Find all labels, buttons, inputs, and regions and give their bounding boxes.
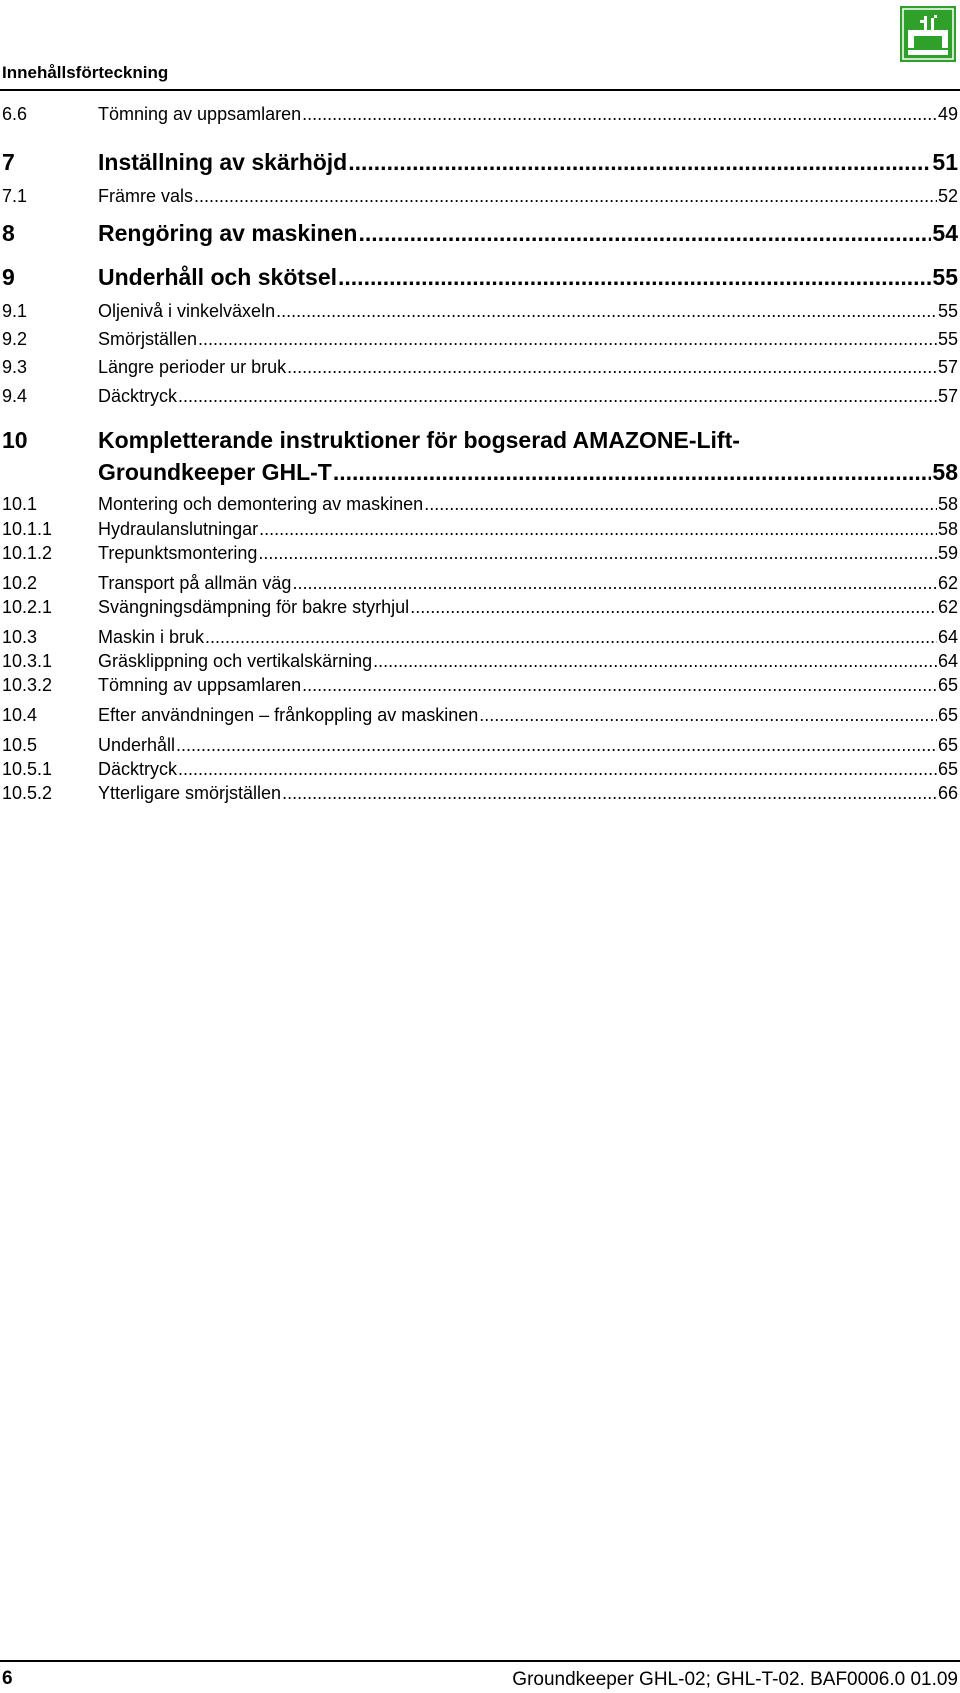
toc-entry-title: Tömning av uppsamlaren — [98, 104, 302, 124]
toc-entry[interactable] — [0, 783, 960, 804]
toc-leader-dots — [178, 759, 937, 780]
toc-entry-number: 10.2.1 — [2, 597, 53, 617]
toc-leader-dots — [338, 264, 931, 291]
toc-entry-line2[interactable] — [0, 459, 960, 486]
toc-entry-number: 10.3 — [2, 627, 38, 647]
toc-entry-number: 10.4 — [2, 705, 38, 725]
toc-leader-dots — [259, 519, 937, 540]
toc-entry-title: Inställning av skärhöjd — [98, 149, 348, 175]
toc-leader-dots — [282, 783, 937, 804]
toc-entry-title: Tömning av uppsamlaren — [98, 675, 302, 695]
footer-divider — [0, 1660, 960, 1662]
toc-entry-title: Montering och demontering av maskinen — [98, 494, 424, 514]
toc-entry-page: 65 — [937, 759, 958, 779]
toc-entry-title-line1: Kompletterande instruktioner för bogserad AMAZONE-Lift- — [98, 427, 740, 453]
toc-entry-number: 9 — [2, 264, 15, 290]
toc-leader-dots — [205, 627, 937, 648]
footer-page-number: 6 — [2, 1668, 13, 1689]
toc-entry-line1[interactable] — [0, 427, 960, 454]
toc-entry-page: 58 — [937, 494, 958, 514]
toc-entry[interactable] — [0, 329, 960, 350]
toc-leader-dots — [333, 459, 932, 486]
toc-entry[interactable] — [0, 705, 960, 726]
toc-leader-dots — [198, 329, 937, 350]
toc-leader-dots — [292, 573, 937, 594]
toc-entry[interactable] — [0, 651, 960, 672]
header-divider — [0, 89, 960, 91]
toc-entry-number: 10.5 — [2, 735, 38, 755]
toc-entry-page: 64 — [937, 651, 958, 671]
toc-leader-dots — [410, 597, 937, 618]
toc-entry-title: Smörjställen — [98, 329, 198, 349]
toc-entry-page: 59 — [937, 543, 958, 563]
toc-leader-dots — [276, 301, 937, 322]
toc-entry-number: 10.2 — [2, 573, 38, 593]
toc-entry-number: 9.1 — [2, 301, 28, 321]
toc-leader-dots — [178, 386, 937, 407]
toc-entry[interactable] — [0, 597, 960, 618]
toc-entry-page: 62 — [937, 597, 958, 617]
toc-entry-page: 65 — [937, 705, 958, 725]
toc-entry-title: Underhåll och skötsel — [98, 264, 338, 290]
toc-entry-page: 55 — [932, 264, 958, 290]
toc-entry-title: Svängningsdämpning för bakre styrhjul — [98, 597, 410, 617]
toc-leader-dots — [302, 675, 937, 696]
toc-entry-title: Rengöring av maskinen — [98, 220, 358, 246]
toc-entry[interactable] — [0, 186, 960, 207]
toc-entry[interactable] — [0, 759, 960, 780]
toc-entry-number: 7.1 — [2, 186, 28, 206]
toc-entry-page: 66 — [937, 783, 958, 803]
toc-entry-number: 10.3.2 — [2, 675, 53, 695]
toc-entry-title: Transport på allmän väg — [98, 573, 292, 593]
page-header-title: Innehållsförteckning — [2, 63, 169, 82]
toc-entry[interactable] — [0, 735, 960, 756]
toc-entry[interactable] — [0, 104, 960, 125]
toc-entry-page: 49 — [937, 104, 958, 124]
toc-entry-page: 64 — [937, 627, 958, 647]
toc-entry-page: 58 — [932, 459, 958, 485]
toc-entry-number: 10.1.2 — [2, 543, 53, 563]
toc-entry-number: 9.4 — [2, 386, 28, 406]
toc-entry-number: 10 — [2, 427, 28, 453]
toc-entry[interactable] — [0, 627, 960, 648]
toc-entry[interactable] — [0, 301, 960, 322]
toc-entry[interactable] — [0, 264, 960, 291]
toc-entry-title: Gräsklippning och vertikalskärning — [98, 651, 373, 671]
toc-entry-title: Groundkeeper GHL-T — [98, 459, 332, 485]
toc-entry-number: 10.1 — [2, 494, 38, 514]
toc-entry[interactable] — [0, 519, 960, 540]
toc-entry-page: 55 — [937, 301, 958, 321]
toc-entry-page: 57 — [937, 386, 958, 406]
toc-entry-title: Trepunktsmontering — [98, 543, 258, 563]
toc-entry-title: Oljenivå i vinkelväxeln — [98, 301, 276, 321]
toc-entry[interactable] — [0, 386, 960, 407]
toc-entry[interactable] — [0, 357, 960, 378]
toc-entry-page: 65 — [937, 675, 958, 695]
toc-leader-dots — [302, 104, 937, 125]
toc-entry-page: 57 — [937, 357, 958, 377]
toc-leader-dots — [258, 543, 937, 564]
toc-entry-number: 10.5.1 — [2, 759, 53, 779]
toc-leader-dots — [287, 357, 937, 378]
toc-leader-dots — [373, 651, 937, 672]
toc-entry-page: 58 — [937, 519, 958, 539]
toc-entry-title: Hydraulanslutningar — [98, 519, 259, 539]
toc-entry[interactable] — [0, 149, 960, 176]
toc-leader-dots — [348, 149, 931, 176]
toc-entry-number: 7 — [2, 149, 15, 175]
toc-entry-page: 62 — [937, 573, 958, 593]
toc-entry-title: Främre vals — [98, 186, 194, 206]
amazone-logo-icon — [900, 6, 956, 62]
toc-entry-page: 51 — [932, 149, 958, 175]
toc-entry-page: 55 — [937, 329, 958, 349]
toc-entry-page: 54 — [932, 220, 958, 246]
toc-entry-number: 6.6 — [2, 104, 28, 124]
toc-leader-dots — [176, 735, 937, 756]
toc-entry-title: Längre perioder ur bruk — [98, 357, 287, 377]
toc-entry-number: 9.3 — [2, 357, 28, 377]
toc-entry[interactable] — [0, 494, 960, 515]
toc-entry[interactable] — [0, 220, 960, 247]
toc-entry-title: Maskin i bruk — [98, 627, 205, 647]
toc-entry[interactable] — [0, 573, 960, 594]
toc-entry-number: 9.2 — [2, 329, 28, 349]
toc-leader-dots — [424, 494, 937, 515]
toc-entry-page: 65 — [937, 735, 958, 755]
toc-entry-title: Efter användningen – frånkoppling av maskinen — [98, 705, 479, 725]
toc-leader-dots — [358, 220, 931, 247]
toc-entry-title: Ytterligare smörjställen — [98, 783, 282, 803]
toc-entry-number: 10.5.2 — [2, 783, 53, 803]
toc-entry-page: 52 — [937, 186, 958, 206]
toc-entry-title: Underhåll — [98, 735, 176, 755]
toc-entry-number: 10.1.1 — [2, 519, 53, 539]
toc-entry[interactable] — [0, 543, 960, 564]
toc-entry-number: 10.3.1 — [2, 651, 53, 671]
toc-entry-title: Däcktryck — [98, 386, 178, 406]
toc-entry-title: Däcktryck — [98, 759, 178, 779]
toc-entry-number: 8 — [2, 220, 15, 246]
toc-leader-dots — [479, 705, 937, 726]
toc-leader-dots — [194, 186, 937, 207]
footer-document-reference: Groundkeeper GHL-02; GHL-T-02. BAF0006.0 01.09 — [512, 1669, 958, 1690]
toc-entry[interactable] — [0, 675, 960, 696]
